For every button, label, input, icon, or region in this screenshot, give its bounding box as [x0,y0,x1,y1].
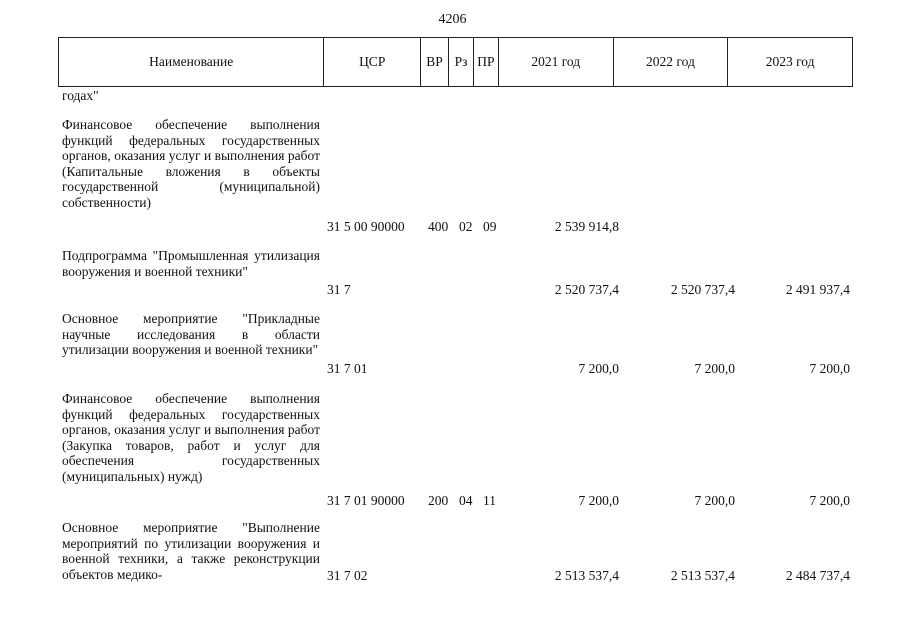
row-name: Подпрограмма "Промышленная утилизация вооружения и военной техники" [62,248,320,279]
header-csr: ЦСР [324,38,421,86]
row-name: Финансовое обеспечение выполнения функций федеральных государственных органов, оказания услуг и выполнения работ (Закупка товаров, работ и услуг для обеспечения государственных (муниципальных) нужд) [62,391,320,484]
row-name: Основное мероприятие "Выполнение мероприятий по утилизации вооружения и военной техники, а также реконструкции объектов медико- [62,520,320,582]
row-2022: 7 200,0 [694,493,735,508]
row-csr: 31 7 02 [327,568,368,583]
header-2021: 2021 год [499,38,614,86]
header-name: Наименование [59,38,324,86]
row-2021: 2 520 737,4 [554,282,619,297]
row-2022: 2 513 537,4 [670,568,735,583]
row-name: Финансовое обеспечение выполнения функций федеральных государственных органов, оказания услуг и выполнения работ (Капитальные вложения в объекты государственной (муниципальной) собственности) [62,117,320,210]
row-2023: 7 200,0 [809,361,850,376]
header-rz: Рз [449,38,474,86]
row-rz: 04 [459,493,473,508]
row-2021: 7 200,0 [578,361,619,376]
row-2023: 2 484 737,4 [785,568,850,583]
page-number: 4206 [438,12,467,27]
row-pr: 11 [483,493,496,508]
row-vr: 200 [428,493,449,508]
row-2021: 2 539 914,8 [554,219,619,234]
row-2021: 2 513 537,4 [554,568,619,583]
header-2022: 2022 год [614,38,729,86]
row-2023: 7 200,0 [809,493,850,508]
header-2023: 2023 год [765,54,815,69]
row-vr: 400 [428,219,449,234]
header-pr: ПР [474,38,499,86]
row-csr: 31 7 01 [327,361,368,376]
row-pr: 09 [483,219,497,234]
row-2022: 2 520 737,4 [670,282,735,297]
row-rz: 02 [459,219,473,234]
row-2023: 2 491 937,4 [785,282,850,297]
row-name: Основное мероприятие "Прикладные научные исследования в области утилизации вооружения и военной техники" [62,311,320,358]
row-csr: 31 7 [327,282,351,297]
row-csr: 31 5 00 90000 [327,219,405,234]
table-header [58,37,853,87]
row-csr: 31 7 01 90000 [327,493,405,508]
row-2022: 7 200,0 [694,361,735,376]
row-name: годах" [62,88,99,103]
header-vr: ВР [421,38,449,86]
row-2021: 7 200,0 [578,493,619,508]
